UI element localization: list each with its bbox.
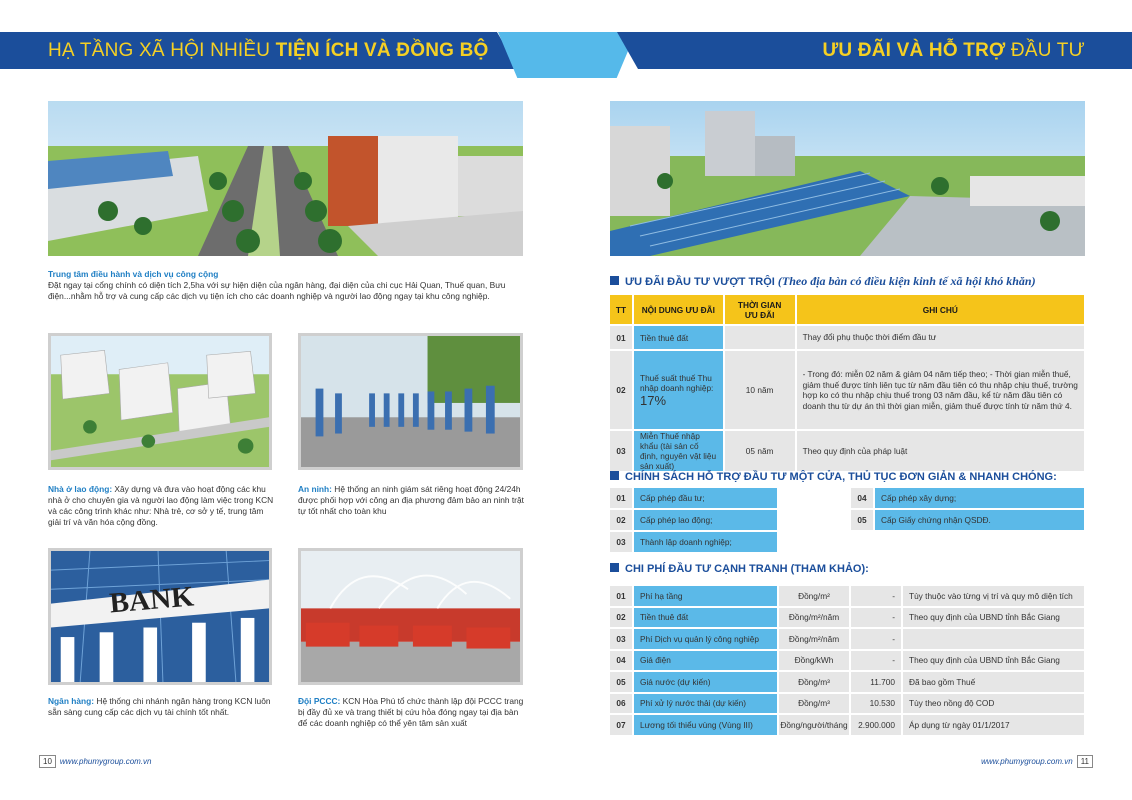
incentives-table bbox=[608, 293, 1086, 473]
operations-center-caption bbox=[48, 269, 526, 302]
left-banner-title: HẠ TẦNG XÃ HỘI NHIỀU TIỆN ÍCH VÀ ĐỒNG BỘ bbox=[48, 40, 489, 61]
security-caption: An ninh: Hệ thống an ninh giám sát riêng hoạt động 24/24h được phối hợp với công an địa phương đảm bảo an ninh trật tự tốt nhất cho toàn khu bbox=[298, 484, 524, 516]
security-photo bbox=[298, 333, 523, 470]
right-footer bbox=[981, 755, 1097, 768]
table-row: 02 Tiền thuê đất Đồng/m²/năm - Theo quy định của UBND tỉnh Bắc Giang bbox=[610, 608, 1084, 628]
col-tt: TT bbox=[610, 295, 632, 324]
right-footer-url[interactable]: www.phumygroup.com.vn bbox=[981, 757, 1073, 766]
table-row: 06 Phí xử lý nước thải (dự kiến) Đồng/m³ 10.530 Tùy theo nồng độ COD bbox=[610, 694, 1084, 714]
one-stop-table bbox=[608, 486, 1086, 554]
table-row: 02 Cấp phép lao động; 05 Cấp Giấy chứng nhận QSDĐ. bbox=[610, 510, 1084, 530]
table-row: 03 Phí Dịch vụ quản lý công nghiệp Đồng/m²/năm - bbox=[610, 629, 1084, 649]
housing-caption: Nhà ở lao động: Xây dựng và đưa vào hoạt động các khu nhà ở cho chuyên gia và người lao động làm việc trong KCN và các công trình khác như: Nhà trẻ, cơ sở y tế, trung tâm giải trí và văn hóa cộng đồng. bbox=[48, 484, 274, 527]
fire-brigade-caption: Đội PCCC: KCN Hòa Phú tổ chức thành lập đội PCCC trang bị đầy đủ xe và trang thiết bị cứu hỏa đóng ngay tại địa bàn để các doanh nghiệp có thể yên tâm sản xuất bbox=[298, 696, 524, 728]
left-footer-url[interactable]: www.phumygroup.com.vn bbox=[59, 757, 152, 766]
col-note: GHI CHÚ bbox=[797, 295, 1084, 324]
bank-photo bbox=[48, 548, 272, 685]
table-row: 03 Thành lập doanh nghiệp; bbox=[610, 532, 1084, 552]
table-row: 04 Giá điện Đồng/kWh - Theo quy định của UBND tỉnh Bắc Giang bbox=[610, 651, 1084, 671]
left-footer bbox=[35, 755, 152, 768]
table-row: 03 Miễn Thuế nhập khẩu (tài sản cố định, nguyên vật liệu sản xuất) 05 năm Theo quy định của pháp luật bbox=[610, 431, 1084, 471]
center-tab bbox=[498, 32, 636, 78]
bank-sign-text: BANK bbox=[108, 580, 196, 620]
costs-table bbox=[608, 584, 1086, 737]
heading-square-icon bbox=[610, 276, 619, 285]
housing-photo bbox=[48, 333, 272, 470]
bank-caption: Ngân hàng: Hệ thống chi nhánh ngân hàng trong KCN luôn sẵn sàng cung cấp các dịch vụ tài chính tốt nhất. bbox=[48, 696, 271, 717]
table-row: 05 Giá nước (dự kiến) Đồng/m³ 11.700 Đã bao gồm Thuế bbox=[610, 672, 1084, 692]
right-banner-title: ƯU ĐÃI VÀ HỖ TRỢ ĐẦU TƯ bbox=[822, 40, 1085, 61]
heading-square-icon bbox=[610, 563, 619, 572]
incentives-header-row bbox=[610, 295, 1084, 324]
incentives-heading: ƯU ĐÃI ĐẦU TƯ VƯỢT TRỘI (Theo địa bàn có điều kiện kinh tế xã hội khó khăn) bbox=[610, 274, 1036, 289]
table-row: 02 Thuế suất thuế Thu nhập doanh nghiệp: 17% 10 năm - Trong đó: miễn 02 năm & giảm 04 năm tiếp theo; - Thời gian miễn thuế, giảm thuế được tính liên tục từ năm đầu tiên có thu nhập chịu thuế, trường hợp ko có thu nhập chịu thuế trong 03 năm đầu, kể từ năm đầu tiên có doanh thu từ dự án thì thời gian miễn, giảm thuế được tính từ năm thứ 4. bbox=[610, 351, 1084, 429]
table-row: 01 Tiền thuê đất Thay đổi phụ thuộc thời điểm đầu tư bbox=[610, 326, 1084, 349]
operations-center-photo bbox=[48, 101, 523, 256]
col-duration: THỜI GIAN ƯU ĐÃI bbox=[725, 295, 795, 324]
right-page-number: 11 bbox=[1077, 755, 1093, 768]
factory-aerial-photo bbox=[610, 101, 1085, 256]
operations-center-title: Trung tâm điều hành và dịch vụ công cộng bbox=[48, 269, 219, 279]
col-content: NỘI DUNG ƯU ĐÃI bbox=[634, 295, 723, 324]
heading-square-icon bbox=[610, 471, 619, 480]
table-row: 07 Lương tối thiểu vùng (Vùng III) Đồng/người/tháng 2.900.000 Áp dụng từ ngày 01/1/2017 bbox=[610, 715, 1084, 735]
operations-center-text: Đặt ngay tại cổng chính có diện tích 2,5ha với sự hiện diện của ngân hàng, đại diện của chi cục Hải Quan, Thuế quan, Bưu điện...nhằm hỗ trợ và cung cấp các dịch vụ tiện ích cho các doanh nghiệp và người lao động ngay tại khu công nghiệp. bbox=[48, 280, 506, 301]
one-stop-heading: CHÍNH SÁCH HỖ TRỢ ĐẦU TƯ MỘT CỬA, THỦ TỤC ĐƠN GIẢN & NHANH CHÓNG: bbox=[610, 471, 1057, 483]
fire-brigade-photo bbox=[298, 548, 523, 685]
left-page-number: 10 bbox=[39, 755, 56, 768]
costs-heading: CHI PHÍ ĐẦU TƯ CẠNH TRANH (THAM KHẢO): bbox=[610, 563, 869, 575]
table-row: 01 Phí hạ tầng Đồng/m² - Tùy thuộc vào từng vị trí và quy mô diện tích bbox=[610, 586, 1084, 606]
table-row: 01 Cấp phép đầu tư; 04 Cấp phép xây dựng; bbox=[610, 488, 1084, 508]
